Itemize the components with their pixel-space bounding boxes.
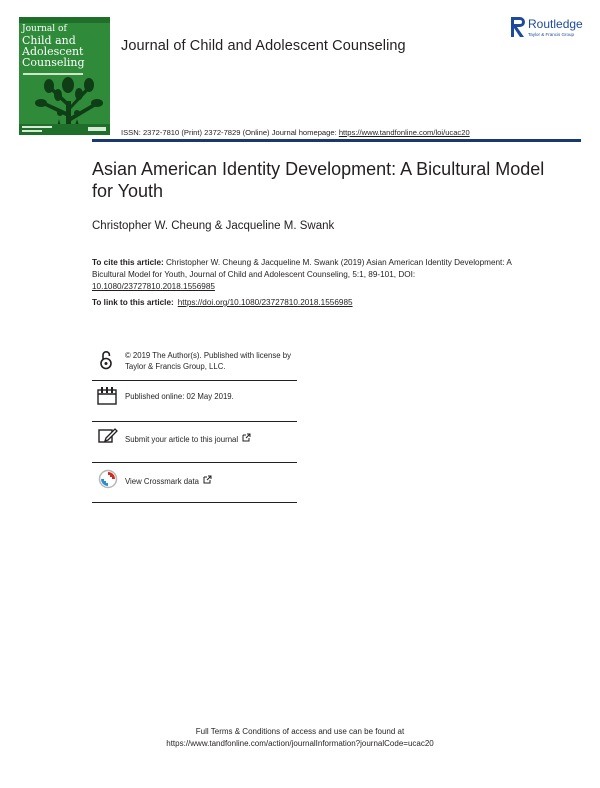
footer-terms-text: Full Terms & Conditions of access and use can be found at bbox=[195, 727, 405, 736]
cover-bottom-band bbox=[19, 124, 110, 135]
edit-icon bbox=[98, 427, 118, 445]
routledge-r-icon bbox=[511, 16, 526, 38]
cover-title-line: Journal of bbox=[22, 24, 67, 34]
license-row bbox=[92, 349, 297, 379]
link-label: To link to this article: bbox=[92, 298, 174, 307]
publisher-tagline: Taylor & Francis Group bbox=[528, 32, 575, 37]
row-divider bbox=[92, 502, 297, 503]
crossmark-label: View Crossmark data bbox=[125, 477, 199, 486]
cover-title-line: Child and bbox=[22, 34, 76, 47]
cover-top-band bbox=[19, 17, 110, 23]
external-link-icon bbox=[242, 433, 251, 442]
header-rule bbox=[92, 139, 581, 142]
license-text: © 2019 The Author(s). Published with license by Taylor & Francis Group, LLC. bbox=[125, 351, 291, 371]
published-date: Published online: 02 May 2019. bbox=[125, 392, 234, 401]
open-access-lock-icon bbox=[99, 350, 113, 370]
publisher-name: Routledge bbox=[528, 17, 583, 31]
crossmark-icon bbox=[98, 469, 118, 489]
submit-article-label: Submit your article to this journal bbox=[125, 435, 239, 444]
issn-line bbox=[121, 128, 470, 137]
crossmark-row[interactable] bbox=[92, 468, 297, 496]
article-link-line bbox=[92, 298, 353, 307]
cover-foot-text bbox=[22, 126, 52, 128]
journal-homepage-link[interactable]: https://www.tandfonline.com/loi/ucac20 bbox=[338, 128, 470, 137]
citation-block bbox=[92, 257, 522, 293]
citation-label: To cite this article: bbox=[92, 258, 164, 267]
row-divider bbox=[92, 421, 297, 422]
journal-cover-image bbox=[19, 17, 110, 135]
submit-article-row[interactable] bbox=[92, 426, 297, 454]
row-divider bbox=[92, 380, 297, 381]
submit-article-link[interactable] bbox=[125, 433, 251, 445]
routledge-logo bbox=[511, 16, 589, 40]
crossmark-link[interactable] bbox=[125, 475, 212, 487]
external-link-icon bbox=[203, 475, 212, 484]
issn-text: ISSN: 2372-7810 (Print) 2372-7829 (Online) Journal homepage: bbox=[121, 128, 339, 137]
calendar-icon bbox=[97, 387, 117, 405]
row-divider bbox=[92, 462, 297, 463]
article-title: Asian American Identity Development: A Bicultural Model for Youth bbox=[92, 159, 545, 201]
journal-title: Journal of Child and Adolescent Counseling bbox=[121, 38, 406, 54]
footer bbox=[92, 726, 508, 750]
article-authors: Christopher W. Cheung & Jacqueline M. Swank bbox=[92, 220, 335, 232]
article-doi-link[interactable]: https://doi.org/10.1080/23727810.2018.1556985 bbox=[177, 298, 353, 307]
cover-title-line: Adolescent bbox=[22, 45, 84, 58]
citation-text: Christopher W. Cheung & Jacqueline M. Swank (2019) Asian American Identity Development: A Bicultural Model for Youth, Journal of Child and Adolescent Counseling, 5:1, 89-101, DOI: bbox=[92, 258, 512, 279]
footer-terms-link[interactable]: https://www.tandfonline.com/action/journalInformation?journalCode=ucac20 bbox=[166, 739, 434, 748]
cover-publisher-mark bbox=[88, 127, 106, 131]
cover-title-line: Counseling bbox=[22, 56, 85, 69]
cover-title bbox=[22, 24, 108, 68]
cover-foot-text bbox=[22, 130, 42, 132]
doi-link[interactable]: 10.1080/23727810.2018.1556985 bbox=[92, 282, 215, 291]
published-row bbox=[92, 387, 297, 415]
cover-subtitle-line bbox=[23, 73, 83, 75]
